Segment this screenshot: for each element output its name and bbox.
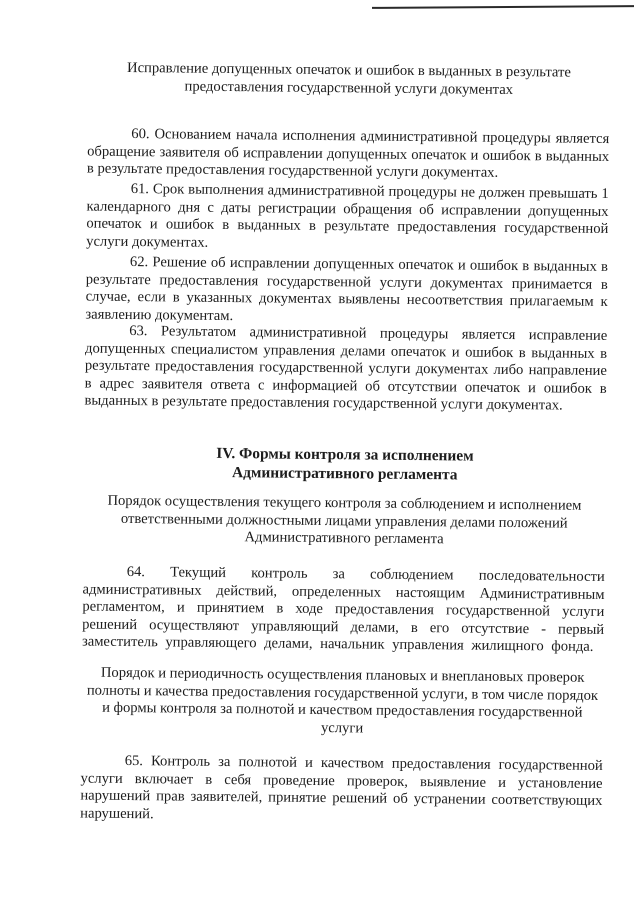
chapter-heading [84,443,606,486]
paragraph-65: 65. Контроль за полнотой и качеством предоставления государственной услуги включает в себя проведение проверок, выявление и установление нарушений прав заявителей, принятие решений об устранении соответствующих нарушений. [80,752,603,823]
paragraph-62: 62. Решение об исправлении допущенных опечаток и ошибок в выданных в результате предоставления государственной услуги документах принимается в случае, если в указанных документах выявлены несоответствия прилагаемым к заявлению документам. [85,254,609,324]
paragraph-60: 60. Основанием начала исполнения административной процедуры является обращение заявителя об исправлении допущенных опечаток и ошибок в выданных в результате предоставления государственной услуги документах. [86,126,610,182]
paragraph-63: 63. Результатом административной процедуры является исправление допущенных специалистом управления делами опечаток и ошибок в выданных в результате предоставления государственной услуги документах либо направление в адрес заявителя ответа с информацией об отсутствии опечаток и ошибок в выданных в результате предоставления государственной услуги документах. [84,322,608,414]
chapter-heading-line-2: Административного регламента [231,464,458,484]
section-heading-corrections: Исправление допущенных опечаток и ошибок в выданных в результате предоставления государственной услуги документах [126,59,572,98]
subheading-current-control: Порядок осуществления текущего контроля за соблюдением и исполнением ответственными должностными лицами управления делами положений Административного регламента [107,492,582,548]
subheading-inspections: Порядок и периодичность осуществления плановых и внеплановых проверок полноты и качества предоставления государственной услуги, в том числе порядок и формы контроля за полнотой и качеством предоставления государственной услуги [86,664,599,737]
paragraph-64: 64. Текущий контроль за соблюдением последовательности административных действий, определенных настоящим Административным регламентом, и принятием в ходе предоставления государственной услуги решений осуществляют управляющий делами, в его отсутствие - первый заместитель управляющего делами, начальник управления жилищного фонда. [81,563,605,656]
paragraph-61: 61. Срок выполнения административной процедуры не должен превышать 1 календарного дня с даты регистрации обращения об исправлении допущенных опечаток и ошибок в выданных в результате предоставления государственной услуги документах. [86,181,609,251]
chapter-heading-line-1: IV. Формы контроля за исполнением [216,444,474,465]
